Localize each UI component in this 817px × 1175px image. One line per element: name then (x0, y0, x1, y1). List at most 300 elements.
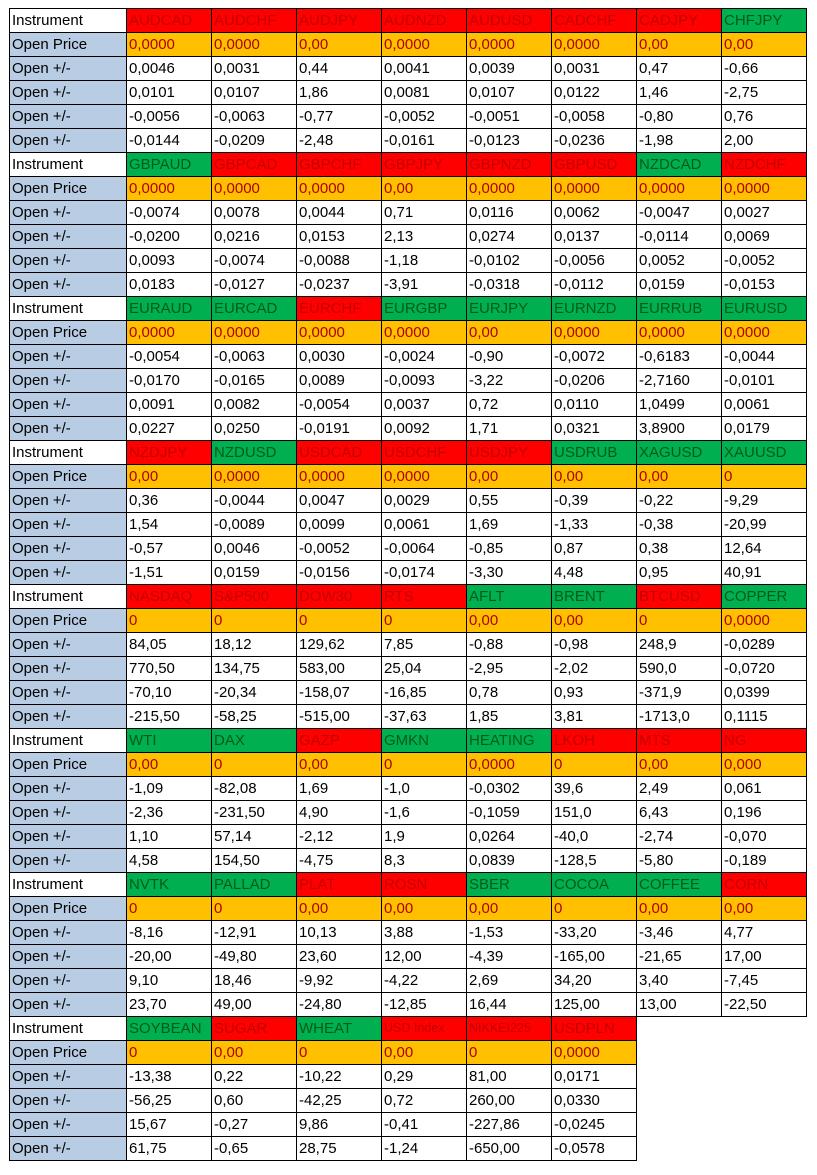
value-cell: -20,99 (722, 513, 807, 537)
value-cell: 0,0044 (297, 201, 382, 225)
instrument-cell: NVTK (127, 873, 212, 897)
value-cell: 81,00 (467, 1065, 552, 1089)
instrument-cell: NZDUSD (212, 441, 297, 465)
open-pm-label: Open +/- (10, 273, 127, 297)
value-cell: -0,90 (467, 345, 552, 369)
value-cell: 1,46 (637, 81, 722, 105)
open-price-row (10, 897, 807, 921)
open-price-cell: 0,0000 (722, 609, 807, 633)
open-pm-label: Open +/- (10, 777, 127, 801)
instrument-cell: GMKN (382, 729, 467, 753)
instrument-cell: COFFEE (637, 873, 722, 897)
value-cell: -1,09 (127, 777, 212, 801)
value-cell: 6,43 (637, 801, 722, 825)
value-cell: 34,20 (552, 969, 637, 993)
value-cell: -2,7160 (637, 369, 722, 393)
instrument-cell: ROSN (382, 873, 467, 897)
instrument-cell: NASDAQ (127, 585, 212, 609)
empty-cell (637, 1137, 722, 1161)
open-pm-row (10, 513, 807, 537)
value-cell: -0,0089 (212, 513, 297, 537)
value-cell: -24,80 (297, 993, 382, 1017)
value-cell: -0,0063 (212, 345, 297, 369)
value-cell: -0,0063 (212, 105, 297, 129)
open-pm-label: Open +/- (10, 1113, 127, 1137)
instrument-cell: DOW30 (297, 585, 382, 609)
value-cell: 84,05 (127, 633, 212, 657)
value-cell: 61,75 (127, 1137, 212, 1161)
value-cell: -0,0088 (297, 249, 382, 273)
value-cell: -0,57 (127, 537, 212, 561)
instrument-cell: NZDJPY (127, 441, 212, 465)
value-cell: -0,85 (467, 537, 552, 561)
open-price-cell: 0 (552, 753, 637, 777)
open-pm-label: Open +/- (10, 1137, 127, 1161)
value-cell: 154,50 (212, 849, 297, 873)
instrument-cell: CADJPY (637, 9, 722, 33)
value-cell: -0,0052 (297, 537, 382, 561)
instrument-cell: GBPCAD (212, 153, 297, 177)
instrument-cell: GBPCHF (297, 153, 382, 177)
open-price-cell: 0,0000 (212, 465, 297, 489)
instrument-label: Instrument (10, 873, 127, 897)
open-pm-row (10, 201, 807, 225)
value-cell: 0,0046 (127, 57, 212, 81)
open-price-cell: 0,00 (637, 33, 722, 57)
instrument-row (10, 585, 807, 609)
value-cell: -0,0074 (127, 201, 212, 225)
instrument-row (10, 873, 807, 897)
open-pm-label: Open +/- (10, 681, 127, 705)
value-cell: 151,0 (552, 801, 637, 825)
value-cell: -2,74 (637, 825, 722, 849)
open-price-label: Open Price (10, 33, 127, 57)
value-cell: 0,0839 (467, 849, 552, 873)
value-cell: 0,93 (552, 681, 637, 705)
open-pm-label: Open +/- (10, 345, 127, 369)
open-pm-label: Open +/- (10, 537, 127, 561)
value-cell: -0,0064 (382, 537, 467, 561)
value-cell: 0,0027 (722, 201, 807, 225)
instrument-cell: PLAT (297, 873, 382, 897)
value-cell: 0,0030 (297, 345, 382, 369)
value-cell: -0,0720 (722, 657, 807, 681)
value-cell: -0,38 (637, 513, 722, 537)
open-price-label: Open Price (10, 177, 127, 201)
value-cell: 0,71 (382, 201, 467, 225)
open-price-cell: 0,00 (637, 897, 722, 921)
value-cell: -0,0114 (637, 225, 722, 249)
open-price-cell: 0,0000 (212, 321, 297, 345)
value-cell: -1,18 (382, 249, 467, 273)
value-cell: 0,0092 (382, 417, 467, 441)
value-cell: 0,0250 (212, 417, 297, 441)
value-cell: -0,0165 (212, 369, 297, 393)
instrument-cell: XAUUSD (722, 441, 807, 465)
open-price-cell: 0 (297, 1041, 382, 1065)
open-price-cell: 0,0000 (297, 177, 382, 201)
instrument-label: Instrument (10, 9, 127, 33)
value-cell: 0,0321 (552, 417, 637, 441)
open-pm-label: Open +/- (10, 225, 127, 249)
open-pm-row (10, 345, 807, 369)
value-cell: 260,00 (467, 1089, 552, 1113)
value-cell: 0,0179 (722, 417, 807, 441)
open-pm-label: Open +/- (10, 993, 127, 1017)
open-pm-row (10, 273, 807, 297)
instrument-cell: AUDUSD (467, 9, 552, 33)
value-cell: 4,48 (552, 561, 637, 585)
value-cell: -56,25 (127, 1089, 212, 1113)
instrument-cell: NIKKEI225 (467, 1017, 552, 1041)
open-price-cell: 0,0000 (212, 33, 297, 57)
value-cell: 3,88 (382, 921, 467, 945)
value-cell: 0,0107 (467, 81, 552, 105)
value-cell: -7,45 (722, 969, 807, 993)
value-cell: 49,00 (212, 993, 297, 1017)
open-pm-row (10, 57, 807, 81)
instrument-cell: SOYBEAN (127, 1017, 212, 1041)
value-cell: -2,36 (127, 801, 212, 825)
value-cell: -12,91 (212, 921, 297, 945)
open-price-cell: 0,0000 (467, 177, 552, 201)
empty-cell (722, 1041, 807, 1065)
instrument-row (10, 729, 807, 753)
empty-cell (722, 1113, 807, 1137)
open-pm-label: Open +/- (10, 129, 127, 153)
open-price-cell: 0,00 (552, 465, 637, 489)
value-cell: -0,189 (722, 849, 807, 873)
value-cell: 0,1115 (722, 705, 807, 729)
value-cell: -3,22 (467, 369, 552, 393)
value-cell: 0,0052 (637, 249, 722, 273)
open-price-cell: 0,0000 (382, 321, 467, 345)
value-cell: 0,0041 (382, 57, 467, 81)
instrument-cell: USDCAD (297, 441, 382, 465)
value-cell: -227,86 (467, 1113, 552, 1137)
instrument-cell: USDCHF (382, 441, 467, 465)
value-cell: -9,29 (722, 489, 807, 513)
value-cell: -0,1059 (467, 801, 552, 825)
open-price-cell: 0,0000 (552, 1041, 637, 1065)
open-price-row (10, 33, 807, 57)
value-cell: 1,69 (467, 513, 552, 537)
open-price-row (10, 321, 807, 345)
open-price-cell: 0,0000 (382, 33, 467, 57)
instrument-cell: RTS (382, 585, 467, 609)
open-price-cell: 0,00 (382, 897, 467, 921)
instrument-label: Instrument (10, 153, 127, 177)
value-cell: -82,08 (212, 777, 297, 801)
open-pm-label: Open +/- (10, 417, 127, 441)
value-cell: 129,62 (297, 633, 382, 657)
open-price-cell: 0 (382, 609, 467, 633)
instrument-cell: EURCHF (297, 297, 382, 321)
open-price-label: Open Price (10, 465, 127, 489)
instrument-cell: AUDCAD (127, 9, 212, 33)
value-cell: -1,98 (637, 129, 722, 153)
value-cell: 0,0029 (382, 489, 467, 513)
instrument-cell: USD Index (382, 1017, 467, 1041)
open-price-cell: 0,00 (127, 753, 212, 777)
open-pm-label: Open +/- (10, 801, 127, 825)
value-cell: -0,41 (382, 1113, 467, 1137)
value-cell: 16,44 (467, 993, 552, 1017)
value-cell: 0,0081 (382, 81, 467, 105)
instrument-cell: NG (722, 729, 807, 753)
value-cell: 1,71 (467, 417, 552, 441)
instrument-cell: GBPNZD (467, 153, 552, 177)
value-cell: -2,02 (552, 657, 637, 681)
value-cell: 4,77 (722, 921, 807, 945)
value-cell: -9,92 (297, 969, 382, 993)
value-cell: -0,0156 (297, 561, 382, 585)
value-cell: -0,0144 (127, 129, 212, 153)
value-cell: 12,00 (382, 945, 467, 969)
value-cell: -0,0024 (382, 345, 467, 369)
empty-cell (637, 1089, 722, 1113)
value-cell: 0,0116 (467, 201, 552, 225)
value-cell: -0,0044 (212, 489, 297, 513)
value-cell: 0,0183 (127, 273, 212, 297)
instrument-cell: EURJPY (467, 297, 552, 321)
open-pm-row (10, 393, 807, 417)
value-cell: -2,95 (467, 657, 552, 681)
value-cell: 0,44 (297, 57, 382, 81)
instrument-cell: EURNZD (552, 297, 637, 321)
instrument-cell: CADCHF (552, 9, 637, 33)
instrument-cell: GBPJPY (382, 153, 467, 177)
value-cell: -0,0054 (127, 345, 212, 369)
instrument-cell: CORN (722, 873, 807, 897)
open-pm-label: Open +/- (10, 969, 127, 993)
instrument-cell: GAZP (297, 729, 382, 753)
value-cell: 0,0399 (722, 681, 807, 705)
open-price-cell: 0 (552, 897, 637, 921)
value-cell: 0,0264 (467, 825, 552, 849)
open-pm-row (10, 825, 807, 849)
value-cell: -158,07 (297, 681, 382, 705)
value-cell: -13,38 (127, 1065, 212, 1089)
open-price-cell: 0,0000 (722, 321, 807, 345)
value-cell: -22,50 (722, 993, 807, 1017)
value-cell: -12,85 (382, 993, 467, 1017)
open-price-cell: 0,00 (467, 321, 552, 345)
value-cell: -1,53 (467, 921, 552, 945)
open-price-cell: 0,0000 (637, 177, 722, 201)
value-cell: 134,75 (212, 657, 297, 681)
open-price-cell: 0,0000 (127, 33, 212, 57)
instrument-cell: CHFJPY (722, 9, 807, 33)
value-cell: 1,10 (127, 825, 212, 849)
value-cell: 0,0330 (552, 1089, 637, 1113)
instrument-cell: USDPLN (552, 1017, 637, 1041)
value-cell: -0,0093 (382, 369, 467, 393)
open-pm-row (10, 849, 807, 873)
value-cell: 2,00 (722, 129, 807, 153)
value-cell: 18,46 (212, 969, 297, 993)
value-cell: -4,75 (297, 849, 382, 873)
open-pm-label: Open +/- (10, 1089, 127, 1113)
value-cell: 1,54 (127, 513, 212, 537)
open-price-label: Open Price (10, 321, 127, 345)
value-cell: -0,0056 (127, 105, 212, 129)
open-price-label: Open Price (10, 897, 127, 921)
instrument-label: Instrument (10, 729, 127, 753)
open-price-cell: 0 (297, 609, 382, 633)
empty-cell (637, 1041, 722, 1065)
value-cell: -0,0191 (297, 417, 382, 441)
open-price-cell: 0,0000 (467, 33, 552, 57)
value-cell: 12,64 (722, 537, 807, 561)
open-pm-row (10, 1137, 807, 1161)
open-price-cell: 0,0000 (382, 465, 467, 489)
value-cell: 0,0062 (552, 201, 637, 225)
value-cell: -371,9 (637, 681, 722, 705)
value-cell: 0,0031 (552, 57, 637, 81)
value-cell: 0,78 (467, 681, 552, 705)
value-cell: -20,00 (127, 945, 212, 969)
value-cell: 2,49 (637, 777, 722, 801)
value-cell: -0,0200 (127, 225, 212, 249)
open-pm-label: Open +/- (10, 81, 127, 105)
open-pm-label: Open +/- (10, 201, 127, 225)
value-cell: -0,39 (552, 489, 637, 513)
value-cell: 0,0031 (212, 57, 297, 81)
open-price-cell: 0,00 (637, 753, 722, 777)
value-cell: 25,04 (382, 657, 467, 681)
value-cell: -0,0174 (382, 561, 467, 585)
value-cell: 0,0061 (382, 513, 467, 537)
value-cell: 0,36 (127, 489, 212, 513)
open-pm-row (10, 993, 807, 1017)
value-cell: 1,69 (297, 777, 382, 801)
open-pm-row (10, 249, 807, 273)
open-price-cell: 0,00 (467, 609, 552, 633)
value-cell: -0,0289 (722, 633, 807, 657)
value-cell: 18,12 (212, 633, 297, 657)
empty-cell (722, 1137, 807, 1161)
value-cell: -0,0052 (722, 249, 807, 273)
value-cell: -0,0209 (212, 129, 297, 153)
empty-cell (722, 1089, 807, 1113)
value-cell: 0,0216 (212, 225, 297, 249)
open-pm-row (10, 633, 807, 657)
open-pm-row (10, 801, 807, 825)
open-pm-label: Open +/- (10, 705, 127, 729)
value-cell: -0,0245 (552, 1113, 637, 1137)
value-cell: 1,85 (467, 705, 552, 729)
open-price-cell: 0,0000 (127, 177, 212, 201)
value-cell: 0,72 (467, 393, 552, 417)
open-pm-row (10, 369, 807, 393)
instrument-row (10, 441, 807, 465)
value-cell: -0,0058 (552, 105, 637, 129)
open-price-cell: 0 (212, 609, 297, 633)
value-cell: 3,8900 (637, 417, 722, 441)
open-price-cell: 0,00 (552, 609, 637, 633)
value-cell: 0,0110 (552, 393, 637, 417)
value-cell: 1,86 (297, 81, 382, 105)
value-cell: -37,63 (382, 705, 467, 729)
open-price-cell: 0,0000 (637, 321, 722, 345)
open-price-cell: 0,0000 (212, 177, 297, 201)
value-cell: -1,0 (382, 777, 467, 801)
value-cell: -128,5 (552, 849, 637, 873)
open-price-cell: 0 (637, 609, 722, 633)
open-pm-label: Open +/- (10, 1065, 127, 1089)
value-cell: 0,0227 (127, 417, 212, 441)
open-price-cell: 0,0000 (297, 465, 382, 489)
value-cell: -650,00 (467, 1137, 552, 1161)
open-price-cell: 0,0000 (552, 177, 637, 201)
value-cell: 2,69 (467, 969, 552, 993)
open-pm-label: Open +/- (10, 561, 127, 585)
instrument-cell: AUDNZD (382, 9, 467, 33)
instrument-cell: EURGBP (382, 297, 467, 321)
value-cell: -0,27 (212, 1113, 297, 1137)
open-price-cell: 0,00 (722, 33, 807, 57)
value-cell: -215,50 (127, 705, 212, 729)
value-cell: -0,77 (297, 105, 382, 129)
open-price-cell: 0 (127, 609, 212, 633)
value-cell: 0,0046 (212, 537, 297, 561)
open-pm-row (10, 1065, 807, 1089)
open-pm-label: Open +/- (10, 489, 127, 513)
value-cell: 0,22 (212, 1065, 297, 1089)
value-cell: -1,6 (382, 801, 467, 825)
value-cell: 583,00 (297, 657, 382, 681)
value-cell: 0,0091 (127, 393, 212, 417)
value-cell: 0,55 (467, 489, 552, 513)
open-price-cell: 0 (212, 897, 297, 921)
instrument-row (10, 297, 807, 321)
open-pm-row (10, 945, 807, 969)
empty-cell (637, 1113, 722, 1137)
value-cell: 248,9 (637, 633, 722, 657)
value-cell: 23,60 (297, 945, 382, 969)
open-pm-row (10, 129, 807, 153)
open-price-cell: 0,00 (297, 33, 382, 57)
value-cell: 0,0061 (722, 393, 807, 417)
value-cell: 0,0122 (552, 81, 637, 105)
value-cell: -165,00 (552, 945, 637, 969)
open-price-cell: 0,00 (297, 897, 382, 921)
value-cell: -0,0236 (552, 129, 637, 153)
open-pm-row (10, 225, 807, 249)
value-cell: 0,0159 (637, 273, 722, 297)
value-cell: 0,0078 (212, 201, 297, 225)
value-cell: 0,76 (722, 105, 807, 129)
value-cell: -0,66 (722, 57, 807, 81)
value-cell: 39,6 (552, 777, 637, 801)
instrument-label: Instrument (10, 1017, 127, 1041)
instrument-cell: USDRUB (552, 441, 637, 465)
value-cell: -0,0237 (297, 273, 382, 297)
value-cell: -0,0318 (467, 273, 552, 297)
instrument-cell: EURAUD (127, 297, 212, 321)
open-price-cell: 0,00 (212, 1041, 297, 1065)
value-cell: 0,0037 (382, 393, 467, 417)
instrument-cell: WTI (127, 729, 212, 753)
open-price-cell: 0,00 (382, 1041, 467, 1065)
instrument-cell: COPPER (722, 585, 807, 609)
instrument-cell: MTS (637, 729, 722, 753)
open-price-label: Open Price (10, 753, 127, 777)
open-pm-row (10, 1113, 807, 1137)
value-cell: -0,0056 (552, 249, 637, 273)
value-cell: -1,33 (552, 513, 637, 537)
